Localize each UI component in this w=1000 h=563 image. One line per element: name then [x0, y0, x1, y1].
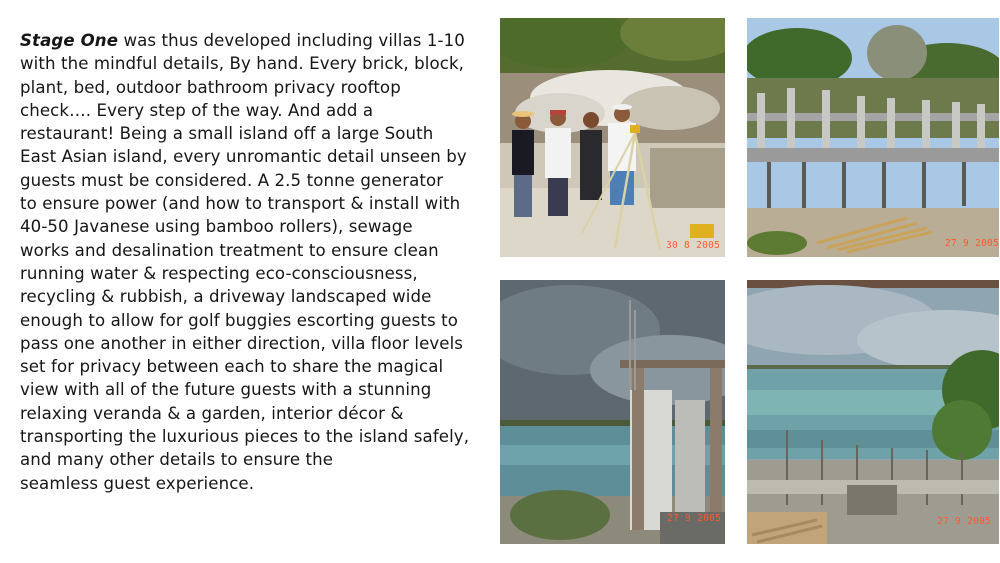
villa-foundation-photo — [747, 18, 999, 257]
survey-team-illustration — [500, 18, 725, 257]
text-line-9: 40-50 Javanese using bamboo rollers), sewage — [20, 217, 413, 237]
text-line-13: enough to allow for golf buggies escorting guests to — [20, 310, 458, 330]
text-line-10: works and desalination treatment to ensure clean — [20, 240, 439, 260]
text-line-5: restaurant! Being a small island off a large South — [20, 124, 434, 144]
photo-date-stamp: 30 8 2005 — [666, 240, 721, 251]
coastline-overlook-illustration — [747, 280, 999, 544]
text-line-16: view with all of the future guests with a stunning — [20, 380, 432, 400]
stage-one-description — [20, 29, 490, 495]
framed-sea-view-photo — [500, 280, 725, 544]
photo-date-stamp: 27 9 2005 — [667, 513, 722, 524]
photo-date-stamp: 27 9 2005 — [945, 238, 999, 249]
text-line-15: set for privacy between each to share the magical — [20, 357, 444, 377]
text-line-4: check…. Every step of the way. And add a — [20, 100, 374, 120]
text-line-12: recycling & rubbish, a driveway landscaped wide — [20, 287, 432, 307]
text-line-6: East Asian island, every unromantic detail unseen by — [20, 147, 467, 167]
villa-foundation-illustration — [747, 18, 999, 257]
text-line-14: pass one another in either direction, villa floor levels — [20, 333, 464, 353]
text-line-2: with the mindful details, By hand. Every brick, block, — [20, 54, 465, 74]
text-line-1: Stage One was thus developed including villas 1-10 — [20, 31, 465, 50]
text-line-18: transporting the luxurious pieces to the island safely, — [20, 427, 470, 447]
stage-one-heading: Stage One — [20, 31, 119, 50]
text-line-8: to ensure power (and how to transport & install with — [20, 194, 461, 214]
text-line-17: relaxing veranda & a garden, interior décor & — [20, 403, 404, 423]
framed-sea-view-illustration — [500, 280, 725, 544]
photo-date-stamp: 27 9 2005 — [937, 516, 992, 527]
coastline-overlook-photo — [747, 280, 999, 544]
text-line-20: seamless guest experience. — [20, 473, 255, 493]
text-line-19: and many other details to ensure the — [20, 450, 334, 470]
survey-team-photo — [500, 18, 725, 257]
text-line-3: plant, bed, outdoor bathroom privacy rooftop — [20, 77, 401, 97]
text-line-11: running water & respecting eco-consciousness, — [20, 263, 418, 283]
text-line-7: guests must be considered. A 2.5 tonne generator — [20, 170, 444, 190]
